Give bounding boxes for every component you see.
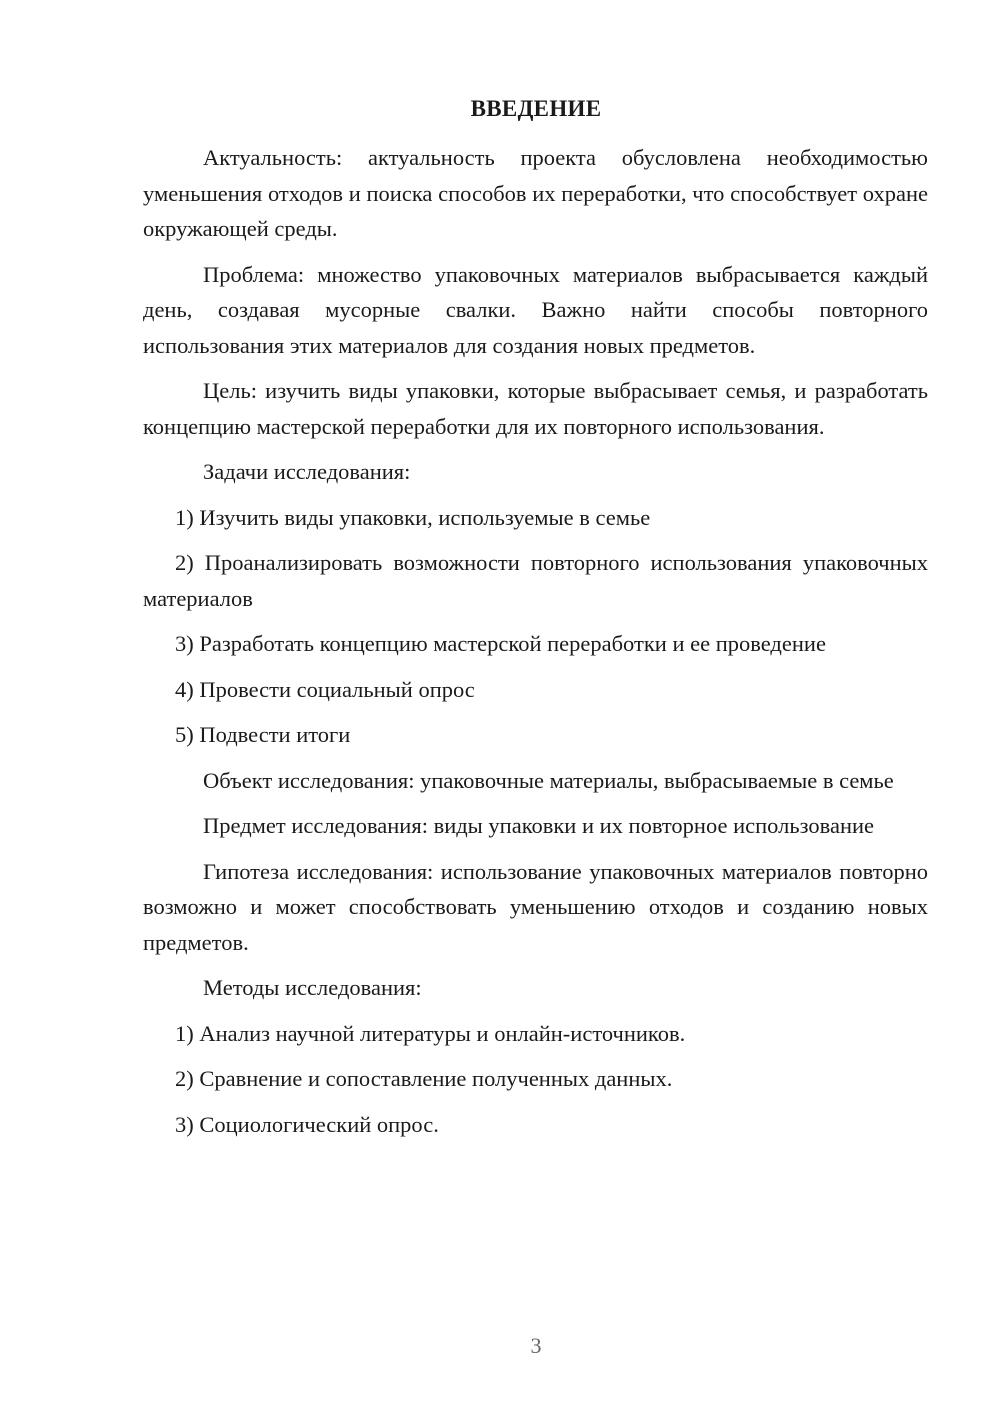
paragraph-tasks-title: Задачи исследования: bbox=[203, 459, 411, 484]
paragraph-goal: Цель: изучить виды упаковки, которые выбрасывает семья, и разработать концепцию мастерской переработки для их повторного использования. bbox=[143, 378, 928, 439]
method-list-item: 1) Анализ научной литературы и онлайн-источников. bbox=[175, 1020, 686, 1046]
document-body bbox=[143, 140, 928, 1152]
paragraph-subject: Предмет исследования: виды упаковки и их повторное использование bbox=[203, 813, 875, 838]
task-list-item: 2) Проанализировать возможности повторного использования упаковочных материалов bbox=[143, 550, 928, 611]
paragraph-relevance: Актуальность: актуальность проекта обусловлена необходимостью уменьшения отходов и поиска способов их переработки, что способствует охране окружающей среды. bbox=[143, 145, 928, 241]
task-list-item: 5) Подвести итоги bbox=[175, 722, 351, 747]
task-list-item: 3) Разработать концепцию мастерской переработки и ее проведение bbox=[175, 631, 826, 656]
paragraph-problem: Проблема: множество упаковочных материалов выбрасывается каждый день, создавая мусорные свалки. Важно найти способы повторного использования этих материалов для создания новых предметов. bbox=[143, 261, 928, 358]
paragraph-object: Объект исследования: упаковочные материалы, выбрасываемые в семье bbox=[203, 767, 894, 793]
method-list-item: 3) Социологический опрос. bbox=[175, 1111, 439, 1137]
task-list-item: 4) Провести социальный опрос bbox=[175, 676, 475, 702]
section-heading: ВВЕДЕНИЕ bbox=[470, 96, 602, 121]
paragraph-hypothesis: Гипотеза исследования: использование упаковочных материалов повторно возможно и может способствовать уменьшению отходов и созданию новых предметов. bbox=[143, 858, 928, 955]
method-list-item: 2) Сравнение и сопоставление полученных данных. bbox=[175, 1066, 673, 1091]
page-number: 3 bbox=[530, 1333, 542, 1358]
paragraph-methods-title: Методы исследования: bbox=[203, 975, 422, 1000]
task-list-item: 1) Изучить виды упаковки, используемые в семье bbox=[175, 504, 651, 530]
